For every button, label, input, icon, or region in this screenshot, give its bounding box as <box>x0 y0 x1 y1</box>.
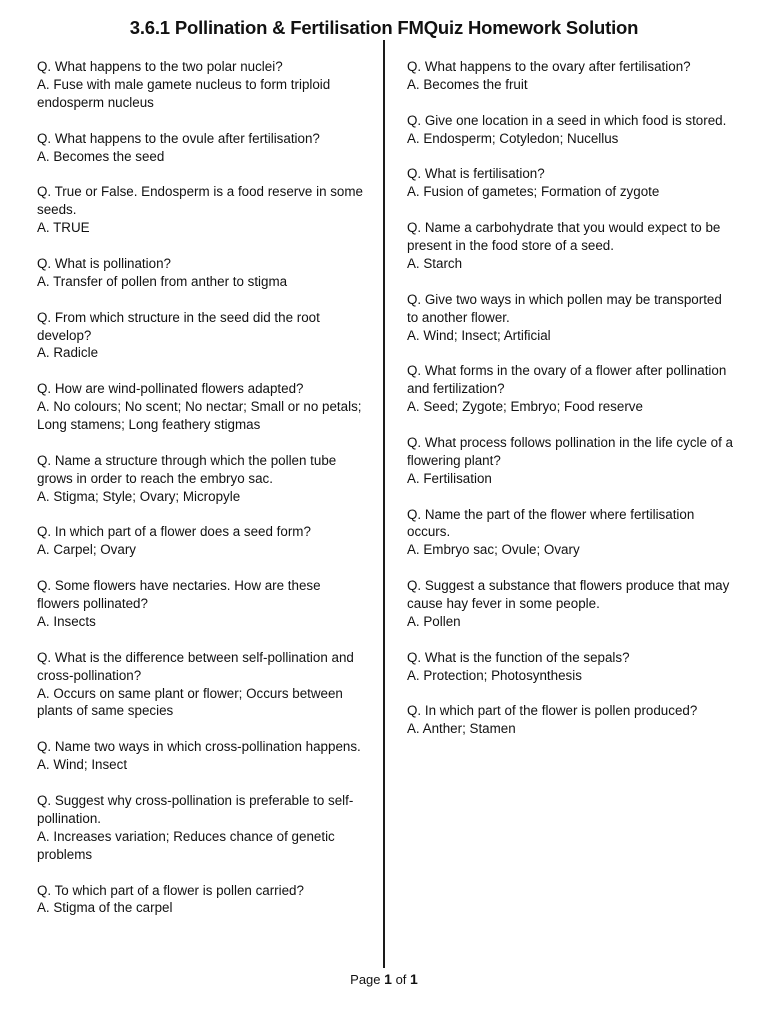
question-text: Q. What happens to the ovary after fertilisation? <box>407 59 691 74</box>
footer-current-page: 1 <box>384 971 392 987</box>
question-text: Q. Name the part of the flower where fertilisation occurs. <box>407 506 695 540</box>
question-text: Q. Name two ways in which cross-pollination happens. <box>37 739 361 755</box>
question-text: Q. Some flowers have nectaries. How are these flowers pollinated? <box>37 578 321 612</box>
question-text: Q. Give two ways in which pollen may be transported to another flower. <box>407 291 722 325</box>
answer-text: A. Seed; Zygote; Embryo; Food reserve <box>407 399 643 415</box>
answer-text: A. No colours; No scent; No nectar; Small or no petals; Long stamens; Long feathery stigmas <box>37 399 362 433</box>
qa-item <box>37 309 365 363</box>
question-text: Q. Give one location in a seed in which food is stored. <box>407 112 727 128</box>
qa-item <box>407 577 735 631</box>
question-text: Q. What happens to the ovule after fertilisation? <box>37 130 320 146</box>
answer-text: A. Stigma; Style; Ovary; Micropyle <box>37 488 241 504</box>
question-text: Q. What is the difference between self-pollination and cross-pollination? <box>37 649 354 683</box>
qa-item <box>407 649 735 685</box>
answer-text: A. Carpel; Ovary <box>37 542 136 558</box>
qa-item <box>37 738 365 774</box>
answer-text: A. Starch <box>407 255 463 271</box>
qa-item <box>37 792 365 864</box>
question-text: Q. What happens to the two polar nuclei? <box>37 59 283 74</box>
answer-text: A. Fuse with male gamete nucleus to form triploid endosperm nucleus <box>37 76 331 110</box>
question-text: Q. From which structure in the seed did the root develop? <box>37 309 320 343</box>
answer-text: A. Wind; Insect <box>37 757 128 773</box>
question-text: Q. In which part of the flower is pollen produced? <box>407 703 698 719</box>
qa-item <box>37 523 365 559</box>
question-text: Q. What is pollination? <box>37 255 171 271</box>
answer-text: A. TRUE <box>37 220 90 236</box>
qa-item <box>37 255 365 291</box>
qa-item <box>37 380 365 434</box>
qa-item <box>407 112 735 148</box>
answer-text: A. Pollen <box>407 613 461 629</box>
question-text: Q. To which part of a flower is pollen carried? <box>37 882 304 898</box>
qa-item <box>37 649 365 721</box>
question-text: Q. Suggest why cross-pollination is preferable to self-pollination. <box>37 792 354 826</box>
footer-of-word: of <box>395 972 407 987</box>
right-column <box>407 58 735 756</box>
answer-text: A. Becomes the seed <box>37 148 165 164</box>
answer-text: A. Anther; Stamen <box>407 721 516 737</box>
answer-text: A. Occurs on same plant or flower; Occurs between plants of same species <box>37 685 343 719</box>
qa-item <box>37 452 365 506</box>
qa-item <box>407 219 735 273</box>
answer-text: A. Endosperm; Cotyledon; Nucellus <box>407 130 619 146</box>
qa-item <box>407 58 735 94</box>
question-text: Q. What process follows pollination in the life cycle of a flowering plant? <box>407 434 733 468</box>
answer-text: A. Radicle <box>37 345 99 361</box>
answer-text: A. Transfer of pollen from anther to stigma <box>37 273 288 289</box>
qa-item <box>407 702 735 738</box>
footer-page-word: Page <box>350 972 381 987</box>
question-text: Q. What is the function of the sepals? <box>407 649 630 665</box>
column-divider <box>383 40 385 968</box>
answer-text: A. Becomes the fruit <box>407 76 528 92</box>
question-text: Q. In which part of a flower does a seed form? <box>37 524 311 540</box>
left-column <box>37 58 365 935</box>
footer-total-pages: 1 <box>410 971 418 987</box>
qa-item <box>407 291 735 345</box>
question-text: Q. What is fertilisation? <box>407 166 545 182</box>
question-text: Q. Suggest a substance that flowers produce that may cause hay fever in some people. <box>407 578 730 612</box>
question-text: Q. Name a structure through which the pollen tube grows in order to reach the embryo sac. <box>37 452 337 486</box>
answer-text: A. Embryo sac; Ovule; Ovary <box>407 542 580 558</box>
answer-text: A. Fusion of gametes; Formation of zygote <box>407 184 660 200</box>
answer-text: A. Protection; Photosynthesis <box>407 667 582 683</box>
answer-text: A. Stigma of the carpel <box>37 900 173 916</box>
qa-item <box>407 434 735 488</box>
qa-item <box>407 165 735 201</box>
page-title: 3.6.1 Pollination & Fertilisation FMQuiz Homework Solution <box>129 17 639 38</box>
question-text: Q. Name a carbohydrate that you would expect to be present in the food store of a seed. <box>407 220 721 254</box>
qa-item <box>37 183 365 237</box>
qa-item <box>37 577 365 631</box>
answer-text: A. Increases variation; Reduces chance of genetic problems <box>37 828 335 862</box>
question-text: Q. How are wind-pollinated flowers adapted? <box>37 381 304 397</box>
question-text: Q. True or False. Endosperm is a food reserve in some seeds. <box>37 184 363 218</box>
qa-item <box>37 882 365 918</box>
qa-item <box>37 130 365 166</box>
page-footer <box>0 971 768 987</box>
qa-item <box>407 506 735 560</box>
answer-text: A. Fertilisation <box>407 470 492 486</box>
qa-item <box>407 362 735 416</box>
answer-text: A. Insects <box>37 613 96 629</box>
qa-item <box>37 58 365 112</box>
question-text: Q. What forms in the ovary of a flower after pollination and fertilization? <box>407 363 727 397</box>
answer-text: A. Wind; Insect; Artificial <box>407 327 551 343</box>
